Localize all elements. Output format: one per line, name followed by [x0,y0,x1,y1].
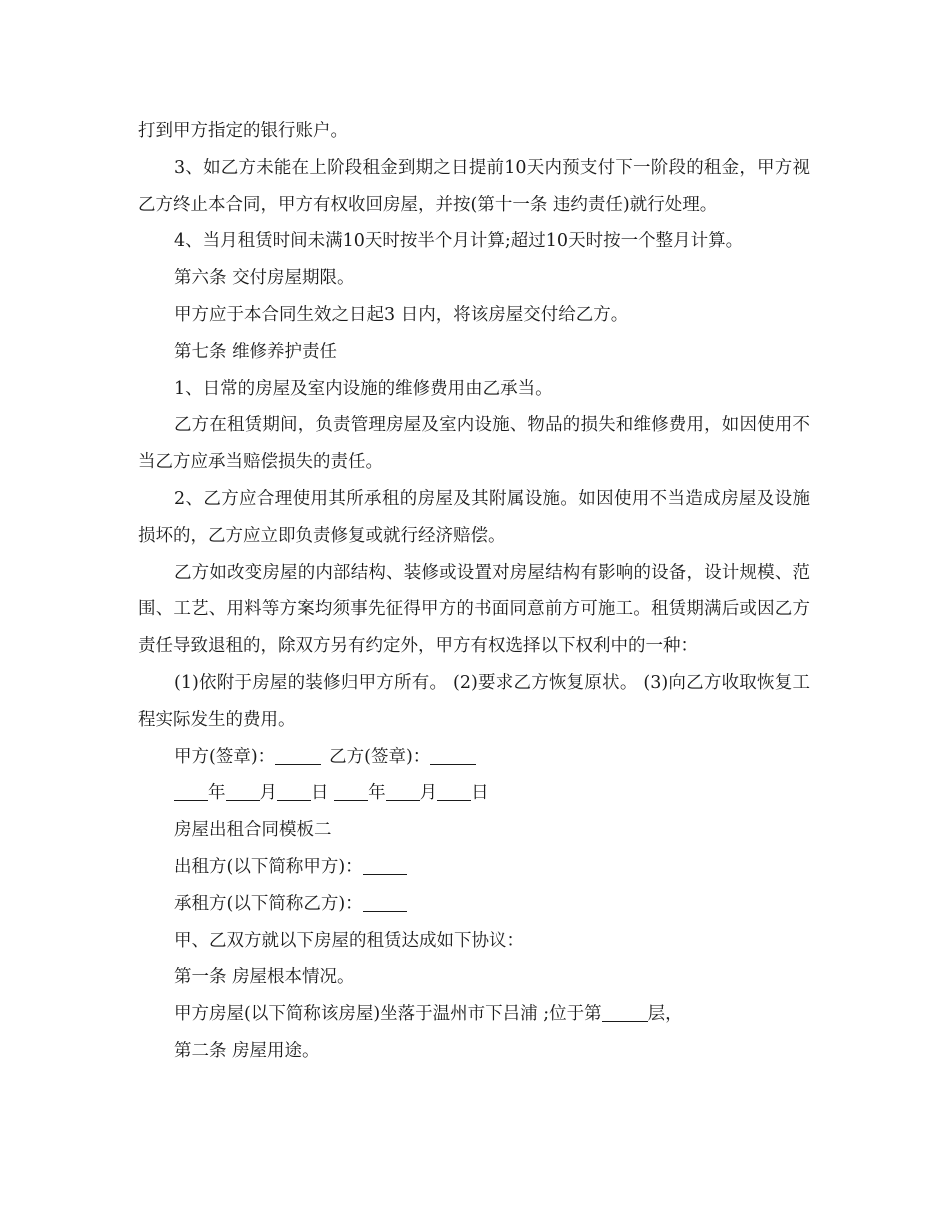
heading-article-1: 第一条 房屋根本情况。 [174,967,355,988]
paragraph-maintenance-1: 1、日常的房屋及室内设施的维修费用由乙承当。 [174,378,553,399]
agreement-statement: 甲、乙双方就以下房屋的租赁达成如下协议： [174,930,524,951]
month-blank-a[interactable] [226,783,260,802]
paragraph-alterations: 乙方如改变房屋的内部结构、装修或设置对房屋结构有影响的设备，设计规模、范围、工艺、用料等方案均须事先征得甲方的书面同意前方可施工。租赁期满后或因乙方责任导致退租的，除双方另有约定外，甲方有权选择以下权利中的一种： [138,562,810,657]
party-a-signature-blank[interactable] [275,746,321,765]
paragraph-delivery: 甲方应于本合同生效之日起3 日内，将该房屋交付给乙方。 [174,304,629,325]
location-line [138,996,810,1033]
party-b-signature-label: 乙方(签章)： [329,746,431,767]
document-body [138,113,810,1070]
day-blank-a[interactable] [277,783,311,802]
paragraph-clause-4: 4、当月租赁时间未满10天时按半个月计算;超过10天时按一个整月计算。 [174,231,744,252]
day-label-b: 日 [471,783,489,804]
heading-article-6: 第六条 交付房屋期限。 [174,268,355,289]
paragraph-options: (1)依附于房屋的装修归甲方所有。 (2)要求乙方恢复原状。 (3)向乙方收取恢复工程实际发生的费用。 [138,672,810,730]
day-label-a: 日 [311,783,329,804]
paragraph-tenant-responsibility: 乙方在租赁期间，负责管理房屋及室内设施、物品的损失和维修费用，如因使用不当乙方应承当赔偿损失的责任。 [138,415,810,473]
date-line [138,775,810,812]
heading-article-2: 第二条 房屋用途。 [174,1040,320,1061]
template-2-title: 房屋出租合同模板二 [174,820,332,841]
lessee-label: 承租方(以下简称乙方)： [174,893,363,914]
floor-blank[interactable] [602,1004,648,1023]
month-blank-b[interactable] [386,783,420,802]
lessor-blank[interactable] [363,856,407,875]
year-label-a: 年 [208,783,226,804]
signature-line [138,739,810,776]
year-blank-b[interactable] [334,783,368,802]
heading-article-7: 第七条 维修养护责任 [174,341,338,362]
year-label-b: 年 [368,783,386,804]
paragraph-bank-account: 打到甲方指定的银行账户。 [138,121,348,141]
lessee-line [138,886,810,923]
party-b-signature-blank[interactable] [430,746,476,765]
location-prefix: 甲方房屋(以下简称该房屋)坐落于温州市下吕浦 ;位于第 [174,1004,602,1025]
day-blank-b[interactable] [437,783,471,802]
month-label-b: 月 [419,783,438,804]
lessor-line [138,849,810,886]
lessee-blank[interactable] [363,893,407,912]
month-label-a: 月 [259,783,277,804]
year-blank-a[interactable] [174,783,208,802]
paragraph-clause-3: 3、如乙方未能在上阶段租金到期之日提前10天内预支付下一阶段的租金，甲方视乙方终止本合同，甲方有权收回房屋，并按(第十一条 违约责任)就行处理。 [138,157,810,215]
paragraph-maintenance-2: 2、乙方应合理使用其所承租的房屋及其附属设施。如因使用不当造成房屋及设施损坏的，乙方应立即负责修复或就行经济赔偿。 [138,488,810,546]
lessor-label: 出租方(以下简称甲方)： [174,856,363,877]
party-a-signature-label: 甲方(签章)： [174,746,276,767]
location-suffix: 层， [647,1004,683,1025]
